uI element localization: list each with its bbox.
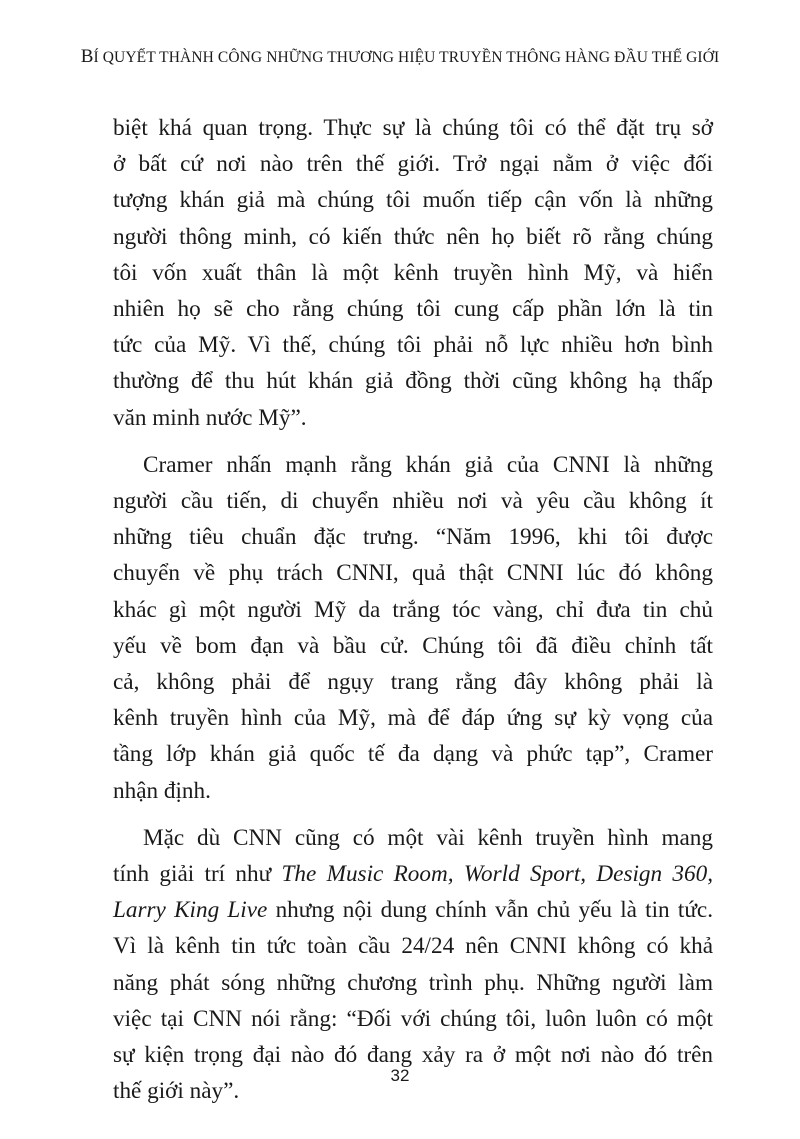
text-line: Cramer nhấn mạnh rằng khán giả của CNNI là những xyxy=(143,451,713,478)
running-head-text: Í QUYẾT THÀNH CÔNG NHỮNG THƯƠNG HIỆU TRUYỀN THÔNG HÀNG ĐẦU THẾ GIỚI xyxy=(93,49,720,66)
text-line: kênh truyền hình của Mỹ, mà để đáp ứng sự kỳ vọng của xyxy=(113,705,713,732)
text-line: cả, không phải để ngụy trang rằng đây không phải là xyxy=(113,669,713,696)
text-run: tính giải trí như xyxy=(113,861,282,888)
text-line: tầng lớp khán giả quốc tế đa dạng và phức tạp”, Cramer xyxy=(113,741,713,768)
text-line: người cầu tiến, di chuyển nhiều nơi và yêu cầu không ít xyxy=(113,488,713,515)
page-number: 32 xyxy=(390,1066,410,1085)
text-line: Vì là kênh tin tức toàn cầu 24/24 nên CNNI không có khả xyxy=(113,933,713,960)
text-line: yếu về bom đạn và bầu cử. Chúng tôi đã điều chỉnh tất xyxy=(113,632,713,659)
text-line: nhận định. xyxy=(113,777,211,804)
running-head-initial: B xyxy=(80,46,94,67)
text-run: nhưng nội dung chính vẫn chủ yếu là tin tức. xyxy=(267,897,713,924)
text-line: biệt khá quan trọng. Thực sự là chúng tôi có thể đặt trụ sở xyxy=(113,115,713,141)
paragraph-gap xyxy=(113,436,713,447)
text-line: thế giới này”. xyxy=(113,1078,240,1105)
text-line: Mặc dù CNN cũng có một vài kênh truyền hình mang xyxy=(143,824,713,851)
text-line: tôi vốn xuất thân là một kênh truyền hình Mỹ, và hiển xyxy=(113,259,713,286)
paragraph-2 xyxy=(113,447,713,809)
paragraph-gap xyxy=(113,809,713,820)
text-line: người thông minh, có kiến thức nên họ biết rõ rằng chúng xyxy=(113,223,713,250)
text-line: chuyển về phụ trách CNNI, quả thật CNNI lúc đó không xyxy=(113,560,713,587)
text-line: tượng khán giả mà chúng tôi muốn tiếp cận vốn là những xyxy=(113,187,713,214)
running-head xyxy=(0,46,800,68)
text-line: khác gì một người Mỹ da trắng tóc vàng, chỉ đưa tin chủ xyxy=(113,596,713,623)
text-line: ở bất cứ nơi nào trên thế giới. Trở ngại nằm ở việc đối xyxy=(113,151,713,178)
paragraph-1 xyxy=(113,110,713,436)
text-line: tức của Mỹ. Vì thế, chúng tôi phải nỗ lực nhiều hơn bình xyxy=(113,332,713,359)
body-text xyxy=(113,110,713,1109)
text-line: năng phát sóng những chương trình phụ. Những người làm xyxy=(113,969,713,996)
text-line: nhiên họ sẽ cho rằng chúng tôi cung cấp phần lớn là tin xyxy=(113,296,713,323)
text-line: văn minh nước Mỹ”. xyxy=(113,404,307,431)
text-line xyxy=(113,892,713,928)
text-line: sự kiện trọng đại nào đó đang xảy ra ở một nơi nào đó trên xyxy=(113,1042,713,1069)
italic-title: Larry King Live xyxy=(113,897,268,924)
text-line: những tiêu chuẩn đặc trưng. “Năm 1996, khi tôi được xyxy=(113,524,713,551)
italic-titles: The Music Room, World Sport, Design 360, xyxy=(281,861,714,888)
text-line xyxy=(113,856,713,892)
text-line: việc tại CNN nói rằng: “Đối với chúng tôi, luôn luôn có một xyxy=(113,1005,713,1032)
text-line: thường để thu hút khán giả đồng thời cũng không hạ thấp xyxy=(113,368,713,395)
